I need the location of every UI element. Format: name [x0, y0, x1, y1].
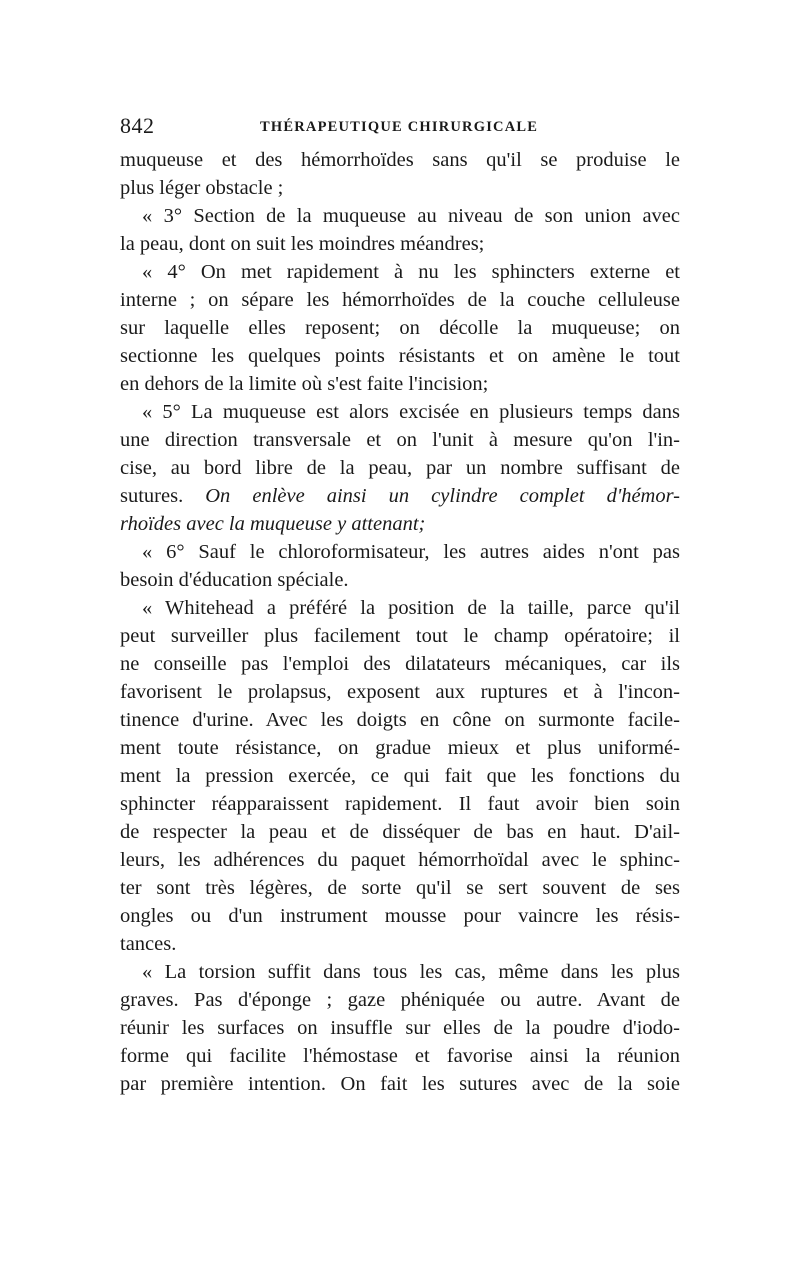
- text-line: « 4° On met rapidement à nu les sphincters externe et: [142, 261, 680, 283]
- text-line: plus léger obstacle ;: [120, 177, 284, 199]
- text-line: « 3° Section de la muqueuse au niveau de son union avec: [142, 205, 680, 227]
- text-line: sur laquelle elles reposent; on décolle la muqueuse; on: [120, 317, 680, 339]
- text-line: muqueuse et des hémorrhoïdes sans qu'il se produise le: [120, 149, 680, 171]
- text-line: une direction transversale et on l'unit à mesure qu'on l'in-: [120, 429, 680, 451]
- text-line: graves. Pas d'éponge ; gaze phéniquée ou autre. Avant de: [120, 989, 680, 1011]
- text-line: « 5° La muqueuse est alors excisée en plusieurs temps dans: [142, 401, 680, 423]
- text-line: forme qui facilite l'hémostase et favorise ainsi la réunion: [120, 1045, 680, 1067]
- text-line: ter sont très légères, de sorte qu'il se sert souvent de ses: [120, 877, 680, 899]
- text-line: ne conseille pas l'emploi des dilatateurs mécaniques, car ils: [120, 653, 680, 675]
- body-text: [120, 146, 680, 1098]
- text-line: la peau, dont on suit les moindres méandres;: [120, 233, 485, 255]
- text-line: « La torsion suffit dans tous les cas, même dans les plus: [142, 961, 680, 983]
- running-head: THÉRAPEUTIQUE CHIRURGICALE: [260, 119, 539, 135]
- page-header: [120, 113, 680, 141]
- text-line: ongles ou d'un instrument mousse pour vaincre les résis-: [120, 905, 680, 927]
- italic-segment: On enlève ainsi un cylindre complet d'hémor-: [205, 485, 680, 507]
- text-line: cise, au bord libre de la peau, par un nombre suffisant de: [120, 457, 680, 479]
- text-line: de respecter la peau et de disséquer de bas en haut. D'ail-: [120, 821, 680, 843]
- text-line: besoin d'éducation spéciale.: [120, 569, 349, 591]
- text-line: leurs, les adhérences du paquet hémorrhoïdal avec le sphinc-: [120, 849, 680, 871]
- text-line: en dehors de la limite où s'est faite l'incision;: [120, 373, 489, 395]
- text-line: sectionne les quelques points résistants et on amène le tout: [120, 345, 680, 367]
- text-line: par première intention. On fait les sutures avec de la soie: [120, 1073, 680, 1095]
- text-line: ment la pression exercée, ce qui fait que les fonctions du: [120, 765, 680, 787]
- text-line: ment toute résistance, on gradue mieux et plus uniformé-: [120, 737, 680, 759]
- text-line: [120, 482, 680, 510]
- text-line: favorisent le prolapsus, exposent aux ruptures et à l'incon-: [120, 681, 680, 703]
- text-line: rhoïdes avec la muqueuse y attenant;: [120, 513, 426, 535]
- page-number: 842: [120, 113, 155, 138]
- text-line: peut surveiller plus facilement tout le champ opératoire; il: [120, 625, 680, 647]
- text-line: interne ; on sépare les hémorrhoïdes de la couche celluleuse: [120, 289, 680, 311]
- text-line: réunir les surfaces on insuffle sur elles de la poudre d'iodo-: [120, 1017, 680, 1039]
- text-line: tinence d'urine. Avec les doigts en cône on surmonte facile-: [120, 709, 680, 731]
- text-segment: sutures.: [120, 485, 184, 507]
- text-line: sphincter réapparaissent rapidement. Il faut avoir bien soin: [120, 793, 680, 815]
- text-line: « Whitehead a préféré la position de la taille, parce qu'il: [142, 597, 680, 619]
- text-line: « 6° Sauf le chloroformisateur, les autres aides n'ont pas: [142, 541, 680, 563]
- text-line: tances.: [120, 933, 177, 955]
